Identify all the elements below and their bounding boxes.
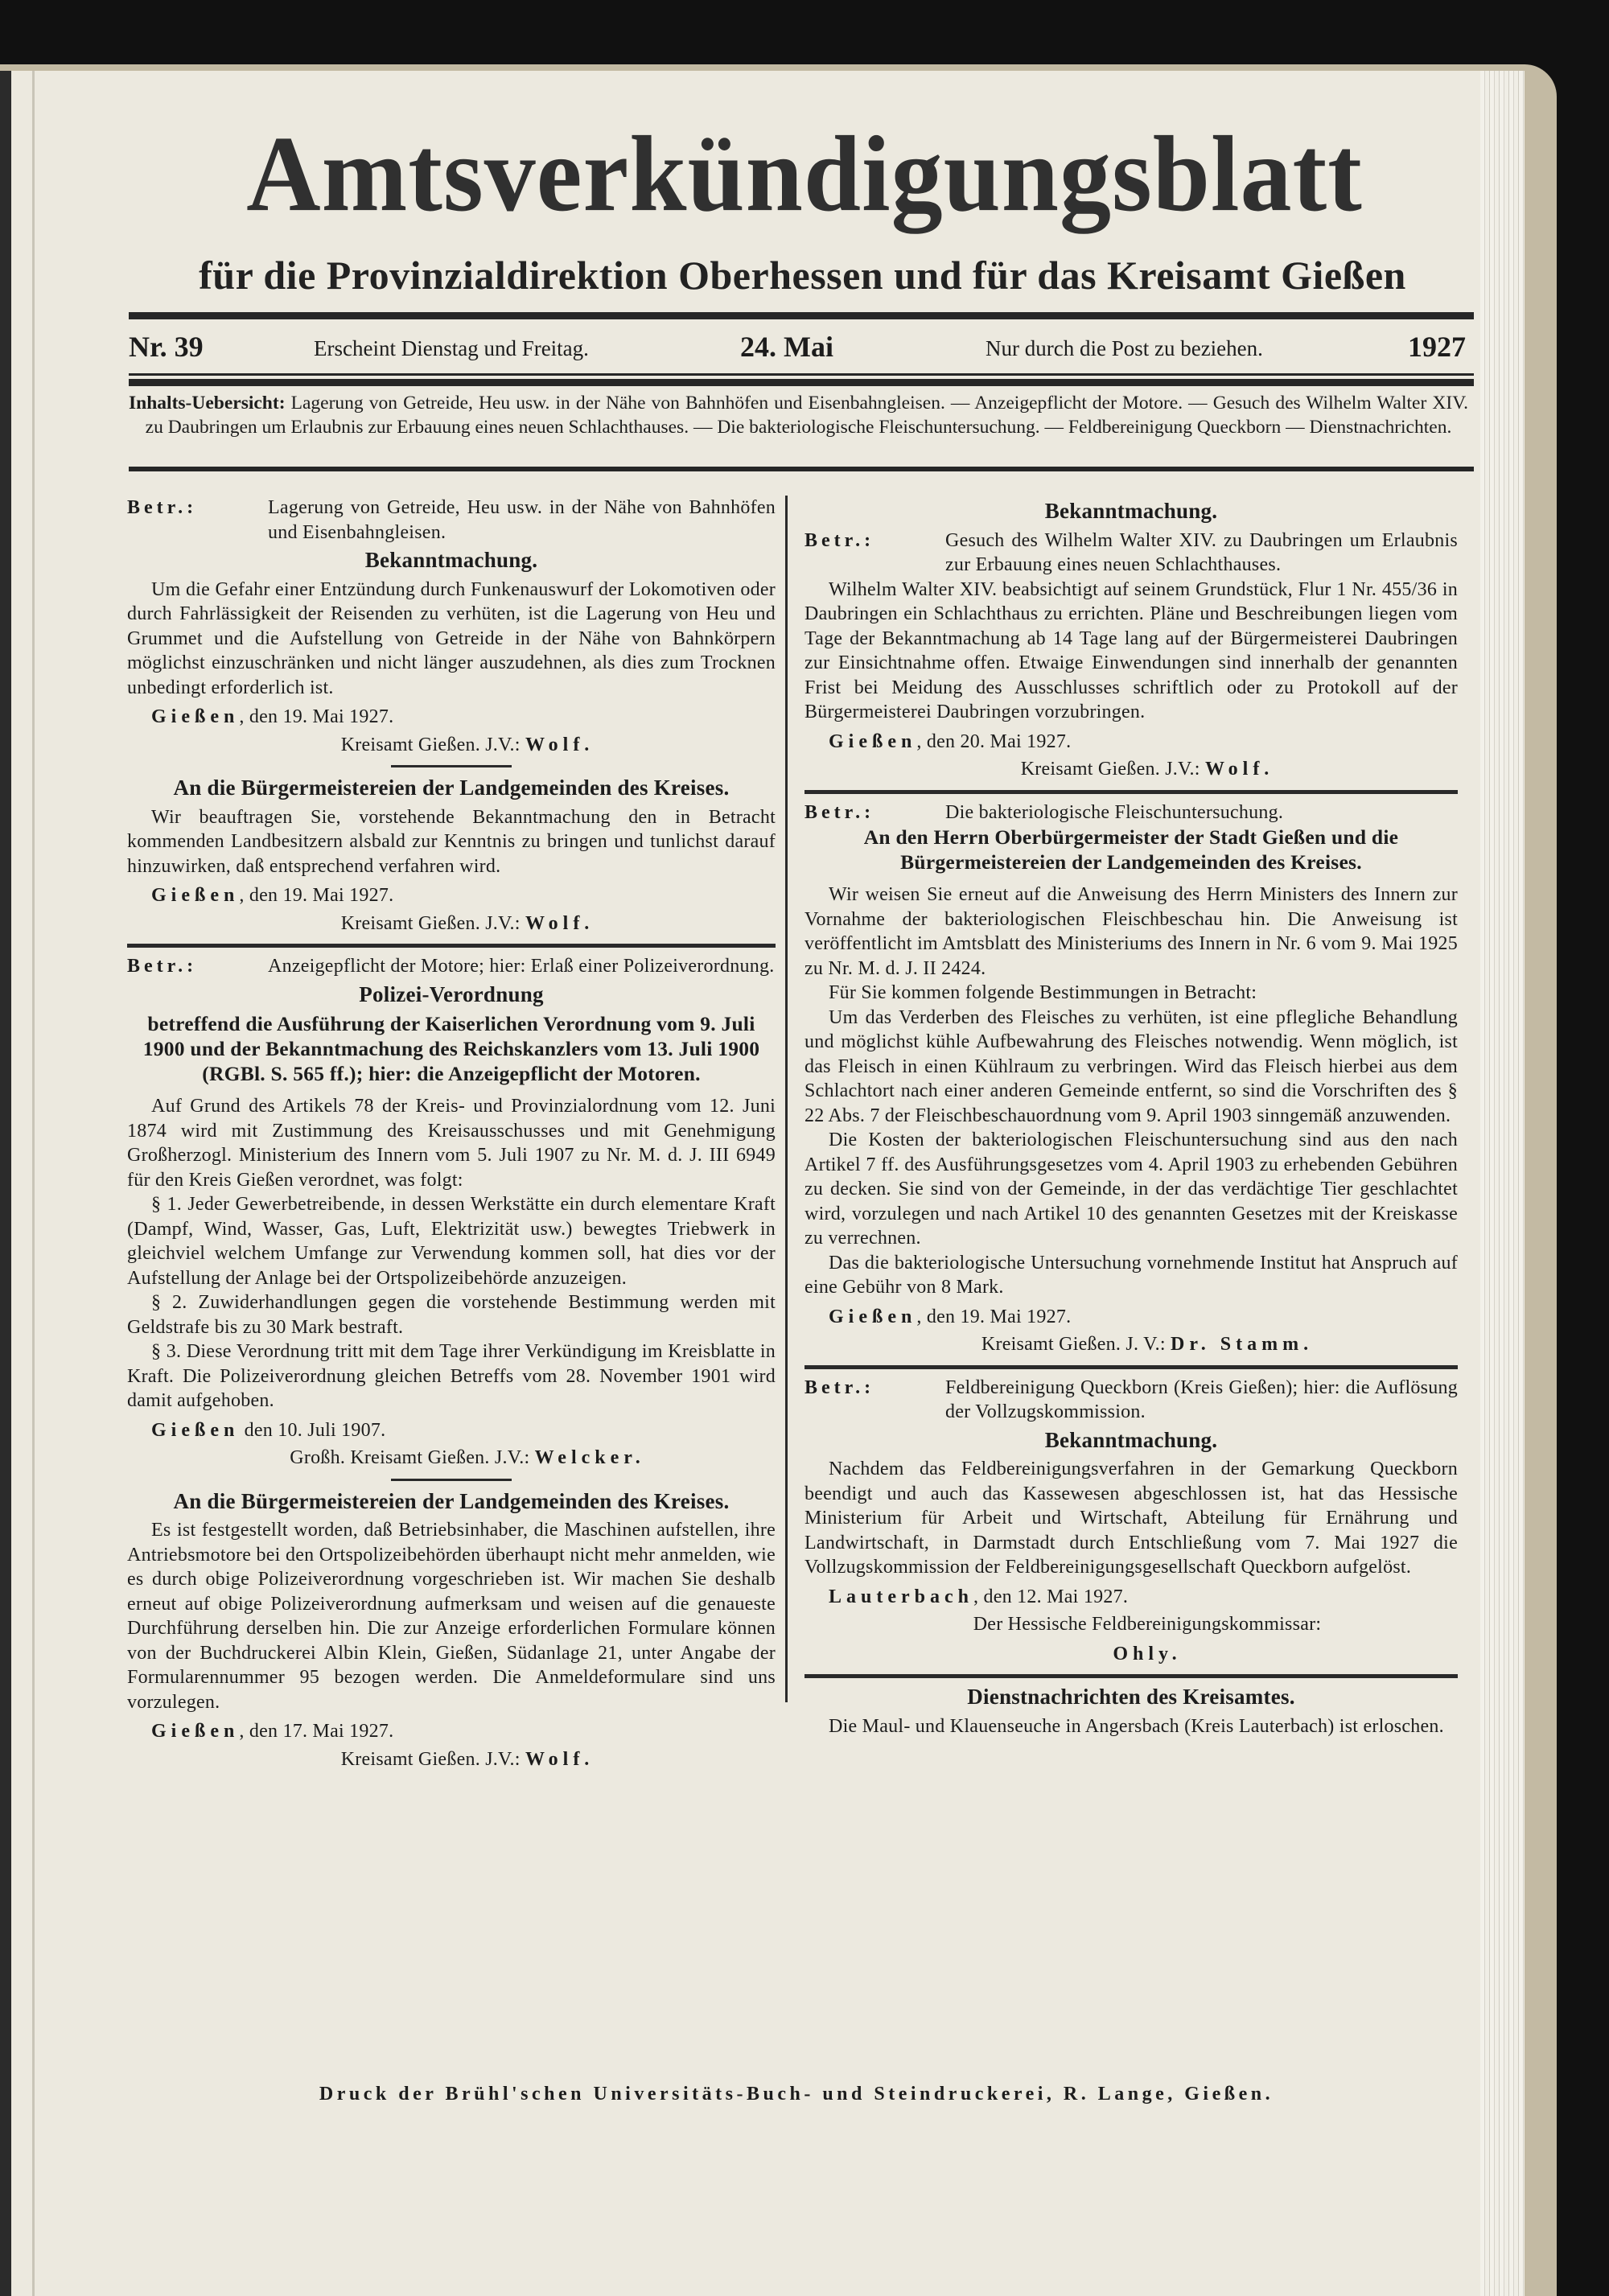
subject-line (804, 529, 1458, 578)
place-date-line (804, 730, 1458, 755)
paragraph: Wilhelm Walter XIV. beabsichtigt auf seinem Grundstück, Flur 1 Nr. 455/36 in Daubringen ein Schlachthaus zu errichten. Pläne und Beschreibungen liegen vom Tage der Bekanntmachung ab 14 Tage lang auf der Bürgermeisterei Daubringen zur Einsichtnahme offen. Etwaige Einwendungen sind innerhalb der genannten Frist bei Meidung des Ausschlusses schriftlich oder zu Protokoll auf der Bürgermeisterei Daubringen vorzubringen. (804, 578, 1458, 722)
header-rule-thick (129, 379, 1474, 386)
section-rule (804, 1674, 1458, 1678)
section-subheading: betreffend die Ausführung der Kaiserlichen Verordnung vom 9. Juli 1900 und der Bekanntmachung des Reichskanzlers vom 13. Juli 1900 (RGBl. S. 565 ff.); hier: die Anzeigepflicht der Motoren. (142, 1012, 760, 1085)
issue-year (1408, 330, 1466, 364)
issue-number-text: Nr. 39 (129, 331, 204, 363)
date-text: , den 19. Mai 1927. (239, 706, 394, 727)
subject-line (804, 800, 1458, 825)
place-name: Gießen (151, 706, 240, 727)
column-divider (785, 496, 788, 1702)
paragraph: Nachdem das Feldbereinigungsverfahren in der Gemarkung Queckborn beendigt und auch das Kassewesen abgeschlossen ist, hat das Hessische Ministerium für Arbeit und Wirtschaft, Abteilung für Ernährung und Landwirtschaft, in Darmstadt durch Entschließung vom 7. Mai 1927 die Vollzugskommission der Feldbereinigungsgesellschaft Queckborn aufgelöst. (804, 1459, 1458, 1578)
section-heading: Polizei-Verordnung (359, 981, 544, 1006)
signature-line (127, 1747, 776, 1772)
subject-line (127, 954, 776, 979)
paragraph: Die Kosten der bakteriologischen Fleischuntersuchung sind aus den nach Artikel 7 ff. des Ausführungsgesetzes vom 4. April 1903 zu erhebenden Gebühren zu decken. Sie sind von der Gemeinde, in der das verdächtige Tier geschlachtet wird, vorzulegen und nach Artikel 10 des genannten Gesetzes mit der Kreiskasse zu verrechnen. (804, 1129, 1458, 1249)
issue-number (129, 330, 204, 364)
issue-date (740, 330, 833, 364)
signature-office: Kreisamt Gießen. J.V.: (340, 734, 525, 755)
place-date-line (127, 1418, 776, 1443)
short-separator (391, 765, 512, 767)
place-name: Gießen (829, 730, 917, 752)
signatory-name: Ohly. (1113, 1643, 1182, 1664)
place-name: Gießen (151, 1419, 240, 1441)
signature-office: Kreisamt Gießen. J. V.: (981, 1334, 1171, 1355)
signature-line (127, 911, 776, 936)
contents-label: Inhalts-Uebersicht: (129, 393, 286, 414)
left-column (127, 496, 776, 1776)
paragraph: Für Sie kommen folgende Bestimmungen in Betracht: (829, 982, 1257, 1003)
subject-text: Anzeigepflicht der Motore; hier: Erlaß einer Polizeiverordnung. (268, 956, 775, 977)
subject-label: Betr.: (127, 956, 198, 977)
paragraph: Das die bakteriologische Untersuchung vornehmende Institut hat Anspruch auf eine Gebühr von 8 Mark. (804, 1252, 1458, 1298)
date-text: , den 20. Mai 1927. (916, 730, 1072, 752)
paragraph: Um die Gefahr einer Entzündung durch Funkenauswurf der Lokomotiven oder durch Fahrlässigkeit der Reisenden zu verhüten, ist die Lagerung von Heu und Grummet und die Aufstellung von Getreide in der Nähe von Bahnkörpern möglichst einzuschränken und nicht länger auszudehnen, als dies zum Trocknen unbedingt erforderlich ist. (127, 578, 776, 698)
subject-label: Betr.: (127, 497, 198, 518)
signature-line (127, 1446, 776, 1471)
issue-schedule: Erscheint Dienstag und Freitag. (314, 336, 589, 360)
place-date-line (127, 1719, 776, 1744)
section-rule (127, 944, 776, 948)
subject-line (127, 496, 776, 545)
signature-line (127, 733, 776, 758)
section-heading: Bekanntmachung. (1044, 1427, 1218, 1452)
date-text: , den 19. Mai 1927. (916, 1306, 1072, 1327)
date-text: , den 19. Mai 1927. (239, 885, 394, 906)
signatory-name: Welcker. (534, 1447, 645, 1468)
section-heading: Dienstnachrichten des Kreisamtes. (967, 1685, 1295, 1709)
previous-page-edge (0, 71, 11, 2296)
section-heading: Bekanntmachung. (1044, 499, 1218, 523)
signature-line (804, 757, 1458, 782)
place-name: Lauterbach (829, 1586, 973, 1607)
date-text: , den 17. Mai 1927. (239, 1721, 394, 1742)
header-rule-thin (129, 373, 1474, 376)
place-name: Gießen (829, 1306, 917, 1327)
signature-line (804, 1642, 1458, 1667)
subject-label: Betr.: (804, 529, 875, 551)
signatory-name: Dr. Stamm. (1170, 1334, 1314, 1355)
subject-text: Lagerung von Getreide, Heu usw. in der Nähe von Bahnhöfen und Eisenbahngleisen. (268, 497, 776, 543)
issue-year-text: 1927 (1408, 331, 1466, 363)
signatory-name: Wolf. (525, 1748, 595, 1770)
page-gutter (32, 71, 35, 2296)
printer-imprint: Druck der Brühl'schen Universitäts-Buch- und Steindruckerei, R. Lange, Gießen. (319, 2084, 1274, 2105)
signature-line (804, 1332, 1458, 1357)
signatory-name: Wolf. (525, 734, 595, 755)
date-text: den 10. Juli 1907. (239, 1419, 386, 1441)
place-date-line (804, 1305, 1458, 1330)
masthead-title: Amtsverkündigungsblatt (246, 113, 1363, 234)
subject-line (804, 1376, 1458, 1425)
paragraph: Auf Grund des Artikels 78 der Kreis- und Provinzialordnung vom 12. Juni 1874 wird mit Zustimmung des Kreisausschusses und mit Genehmigung Großherzogl. Ministerium des Innern vom 5. Juli 1907 zu Nr. M. d. J. III 6949 für den Kreis Gießen verordnet, was folgt: (127, 1096, 776, 1191)
subject-label: Betr.: (804, 1376, 875, 1398)
signature-office: Kreisamt Gießen. J.V.: (340, 1748, 525, 1770)
paragraph: Es ist festgestellt worden, daß Betriebsinhaber, die Maschinen aufstellen, ihre Antriebsmotore bei den Ortspolizeibehörden überhaupt nicht mehr anmelden, wie es durch obige Polizeiverordnung vorgeschrieben ist. Wir machen Sie deshalb erneut auf obige Polizeiverordnung aufmerksam und weisen auf die genaueste Durchführung derselben hin. Die zur Anzeige erforderlichen Formulare können von der Buchdruckerei Albin Klein, Gießen, Südanlage 21, unter Angabe der Formularennummer 95 bezogen werden. Die Anmeldeformulare sind uns vorzulegen. (127, 1520, 776, 1713)
paragraph: Die Maul- und Klauenseuche in Angersbach (Kreis Lauterbach) ist erloschen. (829, 1715, 1444, 1737)
paragraph: Wir weisen Sie erneut auf die Anweisung des Herrn Ministers des Innern zur Vornahme der bakteriologischen Fleischbeschau hin. Die Anweisung ist veröffentlicht im Amtsblatt des Ministeriums des Innern in Nr. 6 vom 9. Mai 1925 zu Nr. M. d. J. II 2424. (804, 884, 1458, 979)
signature-office: Der Hessische Feldbereinigungskommissar: (973, 1614, 1322, 1635)
subject-text: Die bakteriologische Fleischuntersuchung. (945, 801, 1284, 823)
contents-text: Lagerung von Getreide, Heu usw. in der Nähe von Bahnhöfen und Eisenbahngleisen. — Anzeigepflicht der Motore. — Gesuch des Wilhelm Walter XIV. zu Daubringen um Erlaubnis zur Erbauung eines neuen Schlachthauses. — Die bakteriologische Fleischuntersuchung. — Feldbereinigung Queckborn — Dienstnachrichten. (145, 393, 1469, 438)
date-text: , den 12. Mai 1927. (973, 1586, 1129, 1607)
newspaper-page (0, 71, 1525, 2296)
subject-text: Feldbereinigung Queckborn (Kreis Gießen); hier: die Auflösung der Vollzugskommission. (945, 1376, 1458, 1422)
issue-date-text: 24. Mai (740, 331, 833, 363)
paragraph: § 2. Zuwiderhandlungen gegen die vorstehende Bestimmung werden mit Geldstrafe bis zu 30 Mark bestraft. (127, 1292, 776, 1338)
signature-office: Großh. Kreisamt Gießen. J.V.: (290, 1447, 535, 1468)
stacked-page-edges (1480, 71, 1525, 2296)
paragraph: Wir beauftragen Sie, vorstehende Bekanntmachung den in Betracht kommenden Landbesitzern alsbald zur Kenntnis zu bringen und tunlichst darauf hinzuwirken, daß entsprechend verfahren wird. (127, 806, 776, 877)
signatory-name: Wolf. (1204, 759, 1274, 780)
issue-delivery: Nur durch die Post zu beziehen. (986, 336, 1263, 360)
place-date-line (127, 705, 776, 730)
subject-text: Gesuch des Wilhelm Walter XIV. zu Daubringen um Erlaubnis zur Erbauung eines neuen Schlachthauses. (945, 529, 1458, 575)
section-heading: Bekanntmachung. (364, 548, 538, 572)
place-date-line (127, 883, 776, 908)
paragraph: Um das Verderben des Fleisches zu verhüten, ist eine pflegliche Behandlung und möglichst kühle Aufbewahrung des Fleisches notwendig. Wenn möglich, ist das Fleisch in einen Kühlraum zu verbringen. Wird das Fleisch hierbei aus dem Schlachtort nach einer anderen Gemeinde entfernt, so sind die Vorschriften des § 22 Abs. 7 der Fleischbeschauordnung vom 9. April 1903 sinngemäß anzuwenden. (804, 1006, 1458, 1126)
signatory-name: Wolf. (525, 912, 595, 934)
section-rule (804, 790, 1458, 794)
place-name: Gießen (151, 885, 240, 906)
contents-rule (129, 467, 1474, 471)
masthead-rule (129, 312, 1474, 319)
signature-line (804, 1612, 1458, 1637)
subject-label: Betr.: (804, 801, 875, 823)
paragraph: § 3. Diese Verordnung tritt mit dem Tage ihrer Verkündigung im Kreisblatte in Kraft. Die Polizeiverordnung gleichen Betreffs vom 28. November 1901 wird damit aufgehoben. (127, 1341, 776, 1411)
short-separator (391, 1479, 512, 1481)
signature-office: Kreisamt Gießen. J.V.: (1020, 759, 1205, 780)
section-rule (804, 1365, 1458, 1369)
signature-office: Kreisamt Gießen. J.V.: (340, 912, 525, 934)
contents-overview (129, 391, 1468, 439)
section-heading: An die Bürgermeistereien der Landgemeinden des Kreises. (173, 776, 730, 800)
masthead-subtitle: für die Provinzialdirektion Oberhessen und für das Kreisamt Gießen (199, 253, 1406, 298)
section-subheading: An den Herrn Oberbürgermeister der Stadt Gießen und die Bürgermeistereien der Landgemeinden des Kreises. (863, 825, 1399, 874)
section-heading: An die Bürgermeistereien der Landgemeinden des Kreises. (173, 1488, 730, 1513)
right-column (804, 496, 1458, 1738)
paragraph: § 1. Jeder Gewerbetreibende, in dessen Werkstätte ein durch elementare Kraft (Dampf, Wind, Wasser, Gas, Luft, Elektrizität usw.) bewegtes Triebwerk in gleichviel welchem Umfange zur Verwendung kommen soll, hat dies vor der Aufstellung der Anlage bei der Ortspolizeibehörde anzuzeigen. (127, 1194, 776, 1289)
place-name: Gießen (151, 1721, 240, 1742)
place-date-line (804, 1585, 1458, 1610)
